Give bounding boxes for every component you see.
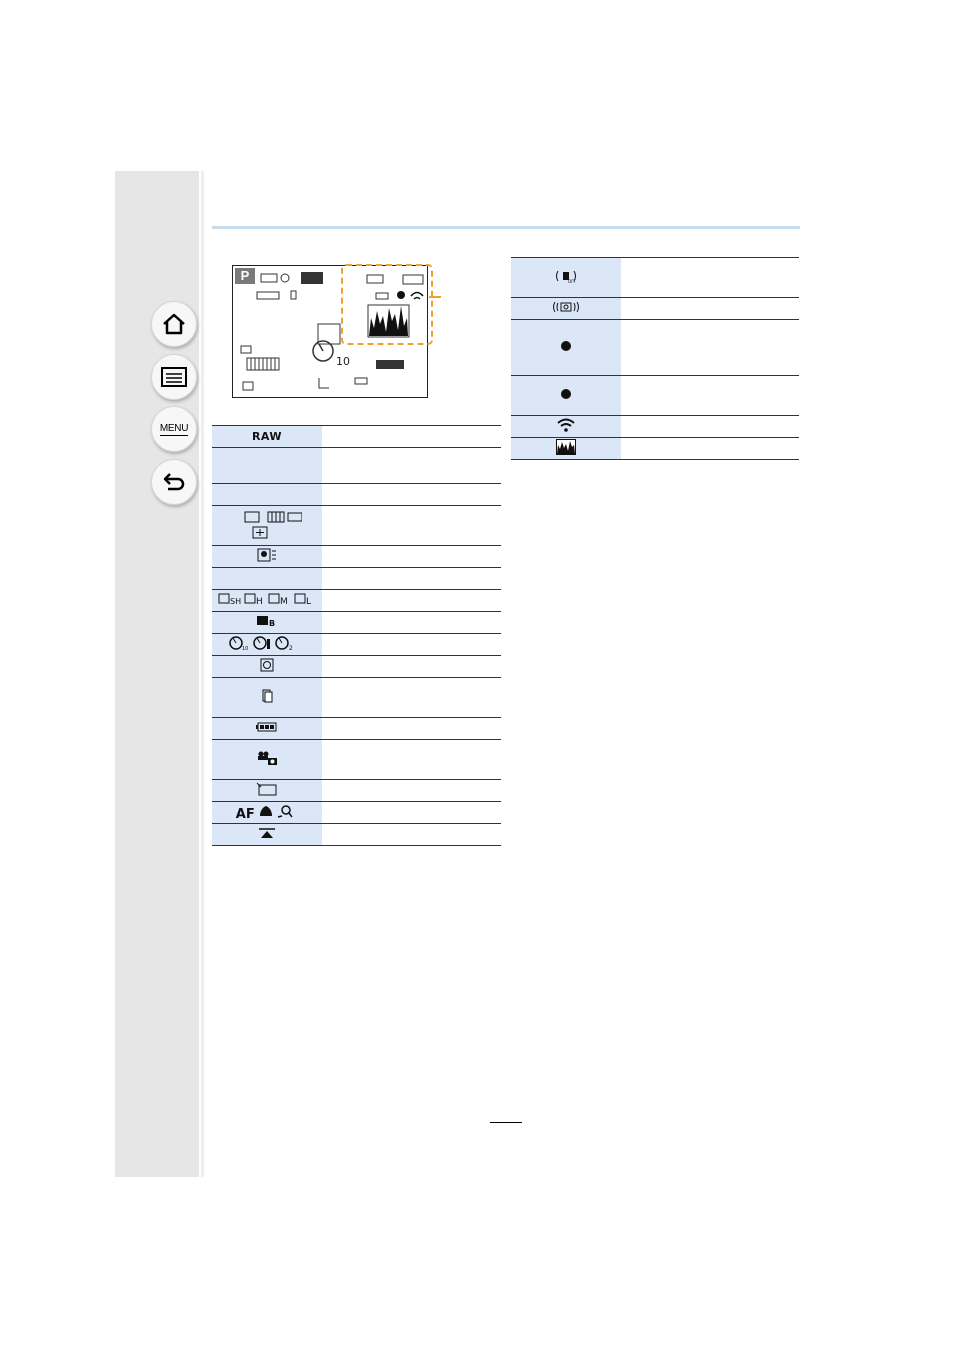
row-description [322, 612, 501, 634]
shake-alert-icon [511, 298, 621, 320]
table-row [212, 506, 501, 546]
table-row [511, 258, 799, 298]
row-description [322, 484, 501, 506]
table-row [511, 416, 799, 438]
svg-text:M: M [280, 597, 288, 606]
row-description [322, 656, 501, 678]
back-button[interactable] [151, 459, 197, 505]
table-row [212, 740, 501, 780]
svg-text:2: 2 [289, 645, 293, 651]
row-description [621, 376, 799, 416]
row-description [322, 590, 501, 612]
table-row [212, 718, 501, 740]
svg-text:L: L [306, 597, 312, 606]
record-dot-icon [511, 376, 621, 416]
time-lapse-icon [212, 656, 322, 678]
home-icon [161, 312, 187, 336]
table-row [511, 376, 799, 416]
highlight-leader-line [429, 296, 441, 298]
row-description [322, 740, 501, 780]
page-number-underline [490, 1122, 522, 1123]
left-legend-table [212, 425, 501, 846]
table-row [212, 634, 501, 656]
back-arrow-icon [161, 471, 187, 493]
highlight-box [341, 264, 433, 345]
row-description [322, 448, 501, 484]
self-timer-icons [212, 634, 322, 656]
face-detection-icon [212, 546, 322, 568]
svg-text:SH: SH [230, 597, 242, 606]
right-legend-table [511, 257, 799, 460]
row-description [322, 678, 501, 718]
table-row [511, 320, 799, 376]
svg-text:OFF: OFF [568, 279, 576, 284]
svg-text:H: H [256, 597, 263, 606]
table-row [212, 612, 501, 634]
svg-text:10: 10 [242, 646, 249, 651]
af-mode-icons [212, 506, 322, 546]
blank-icon-cell [212, 484, 322, 506]
row-description [322, 426, 501, 448]
table-row [212, 656, 501, 678]
row-description [621, 258, 799, 298]
row-description [621, 320, 799, 376]
row-description [322, 546, 501, 568]
camera-video-icon [212, 740, 322, 780]
menu-button[interactable] [151, 406, 197, 452]
row-description [322, 634, 501, 656]
mode-indicator: P [235, 268, 255, 284]
level-gauge-icon [212, 824, 322, 846]
row-description [322, 568, 501, 590]
table-row [511, 438, 799, 460]
row-description [621, 416, 799, 438]
table-row [212, 824, 501, 846]
record-dot-icon [511, 320, 621, 376]
blank-icon-cell [212, 448, 322, 484]
table-row [212, 448, 501, 484]
table-row [212, 484, 501, 506]
list-icon [160, 366, 188, 388]
table-row [212, 780, 501, 802]
timer-number: 10 [336, 355, 350, 368]
af-macro-icon: AF [212, 802, 322, 824]
raw-icon: RAW [212, 426, 322, 448]
burst-icons [212, 590, 322, 612]
row-description [322, 506, 501, 546]
row-description [322, 780, 501, 802]
table-row [511, 298, 799, 320]
blank-icon-cell [212, 568, 322, 590]
stop-motion-icon [212, 678, 322, 718]
battery-icon [212, 718, 322, 740]
bracket-icon [212, 612, 322, 634]
table-row [212, 568, 501, 590]
table-row [212, 802, 501, 824]
sidebar-divider [201, 171, 204, 1177]
row-description [322, 718, 501, 740]
header-rule [212, 226, 800, 229]
wifi-icon [511, 416, 621, 438]
table-row [212, 590, 501, 612]
stabilizer-off-icon [511, 258, 621, 298]
row-description [621, 438, 799, 460]
table-row [212, 426, 501, 448]
table-row [212, 546, 501, 568]
row-description [322, 802, 501, 824]
row-description [621, 298, 799, 320]
histogram-icon [511, 438, 621, 460]
table-row [212, 678, 501, 718]
home-button[interactable] [151, 301, 197, 347]
row-description [322, 824, 501, 846]
menu-label: MENU [159, 422, 189, 434]
contents-button[interactable] [151, 354, 197, 400]
svg-text:B: B [269, 619, 276, 628]
card-slot-icon [212, 780, 322, 802]
